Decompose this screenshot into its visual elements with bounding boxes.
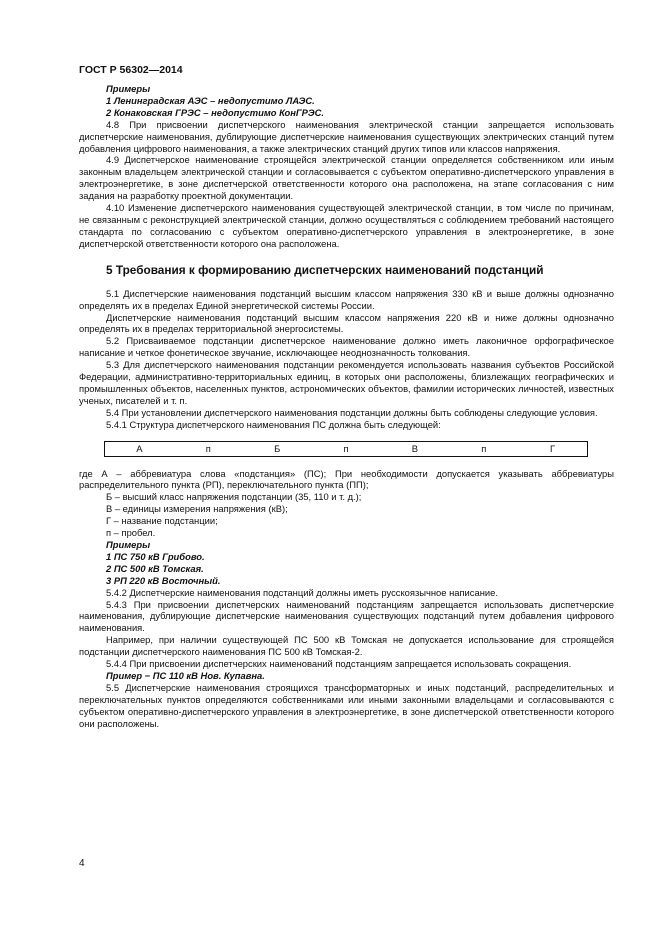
paragraph-5-5: 5.5 Диспетчерские наименования строящихся трансформаторных и иных подстанций, распределительных и переключательных пунктов определяются собственниками или иными законными владельцами и согласовываются с субъектом оперативно-диспетчерского управления в электроэнергетике, в зоне диспетчерской ответственности которого они расположены. bbox=[79, 681, 614, 729]
structure-cell: Г bbox=[550, 442, 556, 454]
paragraph-5-4-1: 5.4.1 Структура диспетчерского наименования ПС должна быть следующей: bbox=[106, 418, 441, 430]
paragraph-5-1: 5.1 Диспетчерские наименования подстанций высшим классом напряжения 330 кВ и выше должны однозначно определять их в пределах Единой энергетической системы России. bbox=[79, 287, 614, 311]
example-item: 1 Ленинградская АЭС – недопустимо ЛАЭС. bbox=[106, 94, 315, 106]
name-structure-table bbox=[104, 441, 588, 457]
paragraph-4-9: 4.9 Диспетчерское наименование строящейся электрической станции определяется собственником или иным законным владельцем электрической станции и согласовывается с субъектом оперативно-диспетчерского управления в электроэнергетике, в зоне диспетчерской ответственности которого она расположена, на этапе согласования с ним задания на разработку проектной документации. bbox=[79, 154, 614, 202]
paragraph-4-10: 4.10 Изменение диспетчерского наименования существующей электрической станции, в том числе по причинам, не связанным с реконструкцией электрической станции, должно осуществляться с соблюдением требований настоящего стандарта по согласованию с субъектом оперативно-диспетчерского управления в электроэнергетике, в зоне диспетчерской ответственности которого она расположена. bbox=[79, 202, 614, 249]
paragraph-5-4: 5.4 При установлении диспетчерского наименования подстанции должны быть соблюдены следующие условия. bbox=[106, 406, 598, 418]
example-item: 3 РП 220 кВ Восточный. bbox=[106, 574, 221, 586]
example-item: 1 ПС 750 кВ Грибово. bbox=[106, 550, 205, 562]
structure-cell: В bbox=[411, 442, 418, 454]
paragraph-4-8: 4.8 При присвоении диспетчерского наименования электрической станции запрещается использовать диспетчерские наименования, дублирующие диспетчерские наименования существующих электрических станций путем добавления цифрового наименования, а также электрических станций других типов или классов напряжения. bbox=[79, 118, 614, 154]
structure-cell: п bbox=[205, 442, 211, 454]
structure-cell: п bbox=[481, 442, 487, 454]
legend-item: п – пробел. bbox=[106, 527, 156, 539]
document-body bbox=[79, 83, 614, 730]
standard-header: ГОСТ Р 56302—2014 bbox=[79, 64, 183, 76]
paragraph-example-tomsk: Например, при наличии существующей ПС 500 кВ Томская не допускается использование для строящейся подстанции диспетчерского наименования ПС 500 кВ Томская-2. bbox=[79, 634, 614, 658]
example-item: Пример − ПС 110 кВ Нов. Купавна. bbox=[106, 669, 265, 681]
paragraph-5-4-2: 5.4.2 Диспетчерские наименования подстанций должны иметь русскоязычное написание. bbox=[106, 586, 498, 598]
examples-title: Примеры bbox=[106, 83, 151, 94]
legend-item: Г – название подстанции; bbox=[106, 515, 218, 527]
example-item: 2 ПС 500 кВ Томская. bbox=[106, 562, 204, 574]
section-title: 5 Требования к формированию диспетчерских наименований подстанций bbox=[106, 262, 544, 277]
example-item: 2 Конаковская ГРЭС – недопустимо КонГРЭС. bbox=[106, 106, 325, 118]
page-number: 4 bbox=[79, 858, 85, 869]
legend-item: Б – высший класс напряжения подстанции (35, 110 и т. д.); bbox=[106, 491, 362, 503]
structure-cell: п bbox=[343, 442, 349, 454]
legend-item: В – единицы измерения напряжения (кВ); bbox=[106, 503, 288, 515]
structure-cell: Б bbox=[274, 442, 281, 454]
paragraph-5-3: 5.3 Для диспетчерского наименования подстанции рекомендуется использовать названия субъектов Российской Федерации, административно-территориальных единиц, в которых они расположены, близлежащих географических и промышленных объектов, населенных пунктов, астрономических объектов, фамилии исторических личностей, известных ученых, писателей и т. п. bbox=[79, 359, 614, 406]
paragraph-5-2: 5.2 Присваиваемое подстанции диспетчерское наименование должно иметь лаконичное орфографическое написание и четкое фонетическое звучание, исключающее неоднозначность толкования. bbox=[79, 335, 614, 359]
paragraph-5-4-4: 5.4.4 При присвоении диспетчерских наименований подстанциям запрещается использовать сокращения. bbox=[106, 658, 572, 670]
examples-title: Примеры bbox=[106, 539, 151, 550]
legend-where: где А – аббревиатура слова «подстанция» (ПС); При необходимости допускается указывать аббревиатуры распределительного пункта (РП), переключательного пункта (ПП); bbox=[79, 467, 614, 491]
structure-cell: А bbox=[136, 442, 143, 454]
paragraph-5-1-b: Диспетчерские наименования подстанций высшим классом напряжения 220 кВ и ниже должны однозначно определять их в пределах территориальной энергосистемы. bbox=[79, 311, 614, 335]
paragraph-5-4-3: 5.4.3 При присвоении диспетчерских наименований подстанциям запрещается использовать диспетчерские наименования, дублирующие диспетчерские наименования существующих подстанций путем добавления цифрового наименования. bbox=[79, 598, 614, 634]
